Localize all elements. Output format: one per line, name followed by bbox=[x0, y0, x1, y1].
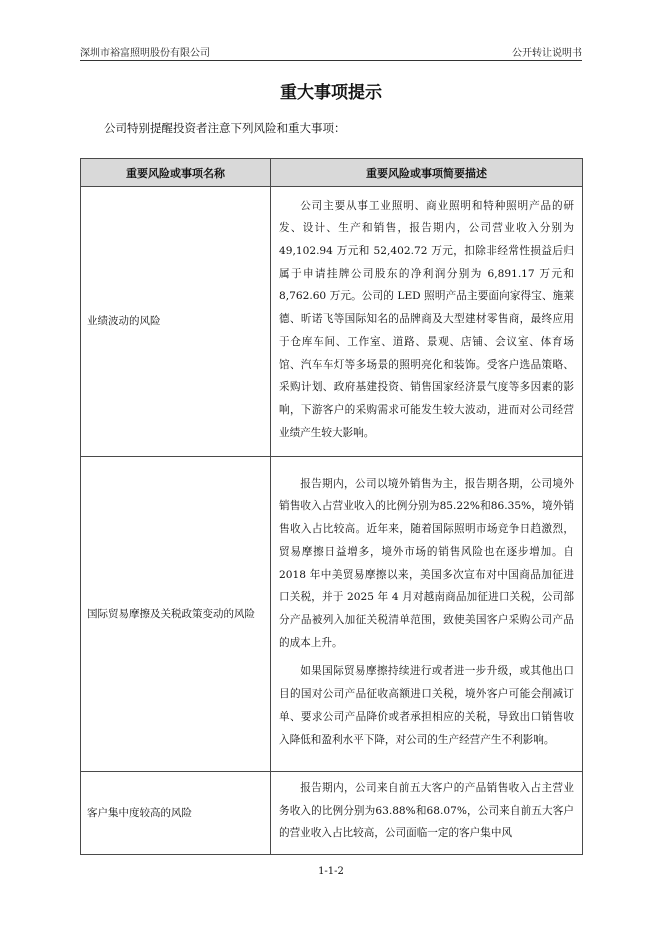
description-paragraph: 公司主要从事工业照明、商业照明和特种照明产品的研发、设计、生产和销售，报告期内，公司营业收入分别为 49,102.94 万元和 52,402.72 万元，扣除非经常性损益后归属于申请挂牌公司股东的净利润分别为 6,891.17 万元和 8,762.60 万元。公司的 LED 照明产品主要面向家得宝、施莱德、昕诺飞等国际知名的品牌商及大型建材零售商，最终应用于仓库车间、工作室、道路、景观、店铺、会议室、体育场馆、汽车车灯等多场景的照明亮化和装饰。受客户选品策略、采购计划、政府基建投资、销售国家经济景气度等多因素的影响，下游客户的采购需求可能发生较大波动，进而对公司经营业绩产生较大影响。 bbox=[279, 199, 574, 439]
risk-description bbox=[271, 457, 583, 772]
risk-description bbox=[271, 772, 583, 855]
risk-name: 客户集中度较高的风险 bbox=[81, 772, 271, 855]
intro-text: 公司特别提醒投资者注意下列风险和重大事项： bbox=[104, 121, 346, 135]
header-document-type: 公开转让说明书 bbox=[512, 48, 582, 59]
table-row bbox=[81, 187, 583, 457]
page-number: 1-1-2 bbox=[318, 866, 344, 877]
header-divider bbox=[80, 60, 582, 61]
table-header-row bbox=[81, 159, 583, 187]
risk-description bbox=[271, 187, 583, 457]
risk-table bbox=[80, 158, 583, 855]
risk-name: 业绩波动的风险 bbox=[81, 187, 271, 457]
description-paragraph: 报告期内，公司来自前五大客户的产品销售收入占主营业务收入的比例分别为63.88%和68.07%，公司来自前五大客户的营业收入占比较高，公司面临一定的客户集中风 bbox=[279, 782, 574, 840]
column-header-risk-description: 重要风险或事项简要描述 bbox=[271, 159, 583, 187]
table-row bbox=[81, 457, 583, 772]
risk-name: 国际贸易摩擦及关税政策变动的风险 bbox=[81, 457, 271, 772]
description-paragraph: 如果国际贸易摩擦持续进行或者进一步升级，或其他出口目的国对公司产品征收高额进口关税，境外客户可能会削减订单、要求公司产品降价或者承担相应的关税，导致出口销售收入降低和盈利水平下降，对公司的生产经营产生不利影响。 bbox=[279, 665, 574, 746]
column-header-risk-name: 重要风险或事项名称 bbox=[81, 159, 271, 187]
page-title: 重大事项提示 bbox=[280, 83, 382, 103]
table-row bbox=[81, 772, 583, 855]
header-company-name: 深圳市裕富照明股份有限公司 bbox=[80, 48, 210, 59]
description-paragraph: 报告期内，公司以境外销售为主，报告期各期，公司境外销售收入占营业收入的比例分别为85.22%和86.35%，境外销售收入占比较高。近年来，随着国际照明市场竞争日趋激烈，贸易摩擦日益增多，境外市场的销售风险也在逐步增加。自 2018 年中美贸易摩擦以来，美国多次宣布对中国商品加征进口关税，并于 2025 年 4 月对越南商品加征进口关税，公司部分产品被列入加征关税清单范围，致使美国客户采购公司产品的成本上升。 bbox=[279, 477, 574, 649]
